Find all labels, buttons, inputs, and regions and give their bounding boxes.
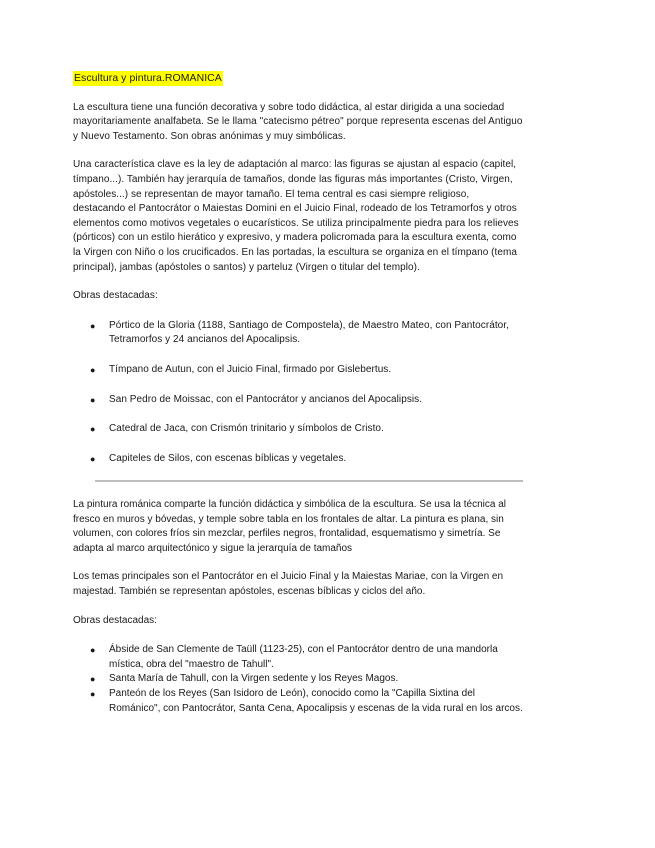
document-title: Escultura y pintura.ROMANICA <box>74 72 222 84</box>
painting-works-list <box>73 643 523 716</box>
sculpture-works-heading: Obras destacadas: <box>73 290 158 302</box>
bullet-icon: ● <box>90 424 96 435</box>
list-item: ● Catedral de Jaca, con Crismón trinitario y símbolos de Cristo. <box>73 422 523 437</box>
bullet-icon: ● <box>90 394 96 405</box>
painting-themes-paragraph: Los temas principales son el Pantocrátor en el Juicio Final y la Maiestas Mariae, con la Virgen en majestad. También se representan apóstoles, escenas bíblicas y ciclos del año. <box>73 571 504 597</box>
painting-section <box>73 498 523 716</box>
list-item: ● San Pedro de Moissac, con el Pantocrátor y ancianos del Apocalipsis. <box>73 393 523 408</box>
painting-works-heading: Obras destacadas: <box>73 614 157 626</box>
sculpture-intro-paragraph: La escultura tiene una función decorativa y sobre todo didáctica, al estar dirigida a una sociedad mayoritariamente analfabeta. Se le llama "catecismo pétreo" porque representa escenas del Antiguo y Nuevo Testamento. Son obras anónimas y muy simbólicas. <box>73 101 523 142</box>
list-item: ● Capiteles de Silos, con escenas bíblicas y vegetales. <box>73 452 523 467</box>
sculpture-works-list <box>73 319 523 467</box>
list-item: ● Panteón de los Reyes (San Isidoro de León), conocido como la "Capilla Sixtina del Románico", con Pantocrátor, Santa Cena, Apocalipsis y escenas de la vida rural en los arcos. <box>90 687 523 714</box>
painting-intro-paragraph: La pintura románica comparte la función didáctica y simbólica de la escultura. Se usa la técnica al fresco en muros y bóvedas, y temple sobre tabla en los frontales de altar. La pintura es plana, sin volumen, con colores fríos sin mezclar, perfiles negros, frontalidad, esquematismo y simetría. Se adapta al marco arquitectónico y sigue la jerarquía de tamaños <box>73 499 507 554</box>
list-item: ● Santa María de Tahull, con la Virgen sedente y los Reyes Magos. <box>73 672 523 687</box>
bullet-icon: ● <box>90 674 96 685</box>
sculpture-features-paragraph: Una característica clave es la ley de adaptación al marco: las figuras se ajustan al espacio (capitel, tímpano...). También hay jerarquía de tamaños, donde las figuras más importantes (Cristo, Virgen, apóstoles...) se representan de mayor tamaño. El tema central es casi siempre religioso, destacando el Pantocrátor o Maiestas Domini en el Juicio Final, rodeado de los Tetramorfos y otros elementos como motivos vegetales o eucarísticos. Se utiliza principalmente piedra para los relieves (pórticos) con un estilo hierático y expresivo, y madera policromada para la escultura exenta, como la Virgen con Niño o los crucificados. En las portadas, la escultura se organiza en el tímpano (tema principal), jambas (apóstoles o santos) y parteluz (Virgen o titular del templo). <box>73 159 519 273</box>
list-item: ● Tímpano de Autun, con el Juicio Final, firmado por Gislebertus. <box>73 363 523 378</box>
list-item: ● Pórtico de la Gloria (1188, Santiago de Compostela), de Maestro Mateo, con Pantocrátor, Tetramorfos y 24 ancianos del Apocalipsis. <box>90 319 509 346</box>
sculpture-section <box>73 71 523 481</box>
horizontal-divider <box>95 480 523 482</box>
bullet-icon: ● <box>90 453 96 464</box>
bullet-icon: ● <box>90 364 96 375</box>
bullet-icon: ● <box>90 688 96 699</box>
bullet-icon: ● <box>90 645 96 656</box>
list-item: ● Ábside de San Clemente de Taüll (1123-25), con el Pantocrátor dentro de una mandorla mística, obra del "maestro de Tahull". <box>90 644 498 670</box>
bullet-icon: ● <box>90 320 96 331</box>
